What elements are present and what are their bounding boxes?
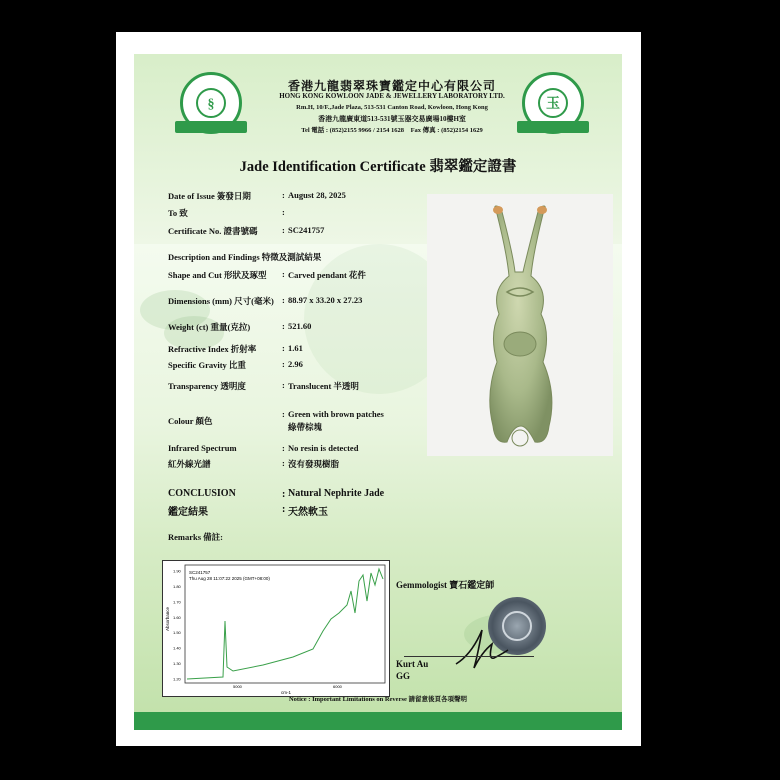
weight-value: 521.60 [288, 321, 312, 331]
lab-seal-logo-icon [180, 72, 242, 134]
colon: : [282, 409, 285, 419]
infrared-spectrum-chart [162, 560, 390, 697]
colon: : [282, 343, 285, 353]
jade-pendant-photo [427, 194, 613, 456]
lab-tel: Tel 電話 : (852)2155 9966 / 2154 1628 [301, 127, 405, 134]
date-value: August 28, 2025 [288, 190, 346, 200]
refractive-index-label: Refractive Index 折射率 [168, 344, 257, 354]
colon: : [282, 443, 285, 453]
spectrum-y-tick-label: 1.40 [173, 645, 181, 651]
colon: : [282, 225, 285, 235]
gemmologist-name: Kurt Au [396, 659, 429, 669]
to-label: To 致 [168, 208, 188, 218]
spectrum-svg [163, 561, 389, 696]
signature-scribble-icon [452, 624, 512, 674]
spectrum-y-tick-label: 1.30 [173, 661, 181, 667]
jade-pendant-carving-icon [427, 194, 613, 456]
spectrum-y-tick-label: 1.80 [173, 583, 181, 589]
dimensions-label: Dimensions (mm) 尺寸(毫米) [168, 296, 274, 306]
spectrum-y-tick-label: 1.90 [173, 568, 181, 574]
spectrum-x-tick-label: 5000 [233, 684, 242, 689]
certificate-number-value: SC241757 [288, 225, 325, 235]
lab-contact [262, 125, 522, 134]
conclusion-value-english: Natural Nephrite Jade [288, 488, 385, 499]
colon: : [282, 190, 285, 200]
specific-gravity-value: 2.96 [288, 359, 303, 369]
seal-ribbon-icon [175, 121, 247, 133]
colour-value-chinese: 綠帶棕塊 [288, 422, 323, 432]
seal-ribbon-icon [517, 121, 589, 133]
spectrum-header-line-2: Thu Aug 28 11:07:22 2025 (GMT+08:00) [189, 576, 270, 581]
spectrum-plot-frame [185, 565, 385, 683]
shape-value: Carved pendant 花件 [288, 270, 366, 280]
spectrum-y-tick-label: 1.20 [173, 676, 181, 682]
certificate-title: Jade Identification Certificate 翡翠鑑定證書 [239, 159, 517, 175]
spectrum-trace-line [187, 569, 383, 679]
colon: : [282, 504, 286, 515]
lab-name-chinese: 香港九龍翡翠珠寶鑑定中心有限公司 [287, 79, 496, 93]
date-label: Date of Issue 簽發日期 [168, 191, 251, 201]
infrared-value-chinese: 沒有發現樹脂 [288, 459, 340, 469]
lab-address-english: Rm.H, 10/F.,Jade Plaza, 513-531 Canton Road, Kowloon, Hong Kong [296, 104, 488, 111]
colon: : [282, 380, 285, 390]
lab-name-english: HONG KONG KOWLOON JADE & JEWELLERY LABORATORY LTD. [279, 92, 505, 100]
infrared-label-chinese: 紅外線光譜 [168, 459, 211, 469]
gemmologist-label: Gemmologist 寶石鑑定師 [396, 580, 495, 590]
lab-address-chinese: 香港九龍廣東道513-531號玉器交易廣場10樓H室 [318, 115, 466, 123]
weight-label: Weight (ct) 重量(克拉) [168, 322, 251, 332]
description-heading: Description and Findings 特徵及測試結果 [168, 252, 322, 262]
reverse-notice: Notice : Important Limitations on Reverse 請留意後頁各項聲明 [288, 696, 467, 703]
spectrum-y-tick-label: 1.50 [173, 630, 181, 636]
spectrum-y-tick-label: 1.60 [173, 614, 181, 620]
dimensions-value: 88.97 x 33.20 x 27.23 [288, 295, 363, 305]
refractive-index-value: 1.61 [288, 343, 303, 353]
spectrum-y-ticks [173, 569, 182, 682]
jade-seal-logo-icon [522, 72, 584, 134]
seal-emblem-icon: § [196, 88, 226, 118]
colon: : [282, 489, 286, 500]
spectrum-x-ticks [233, 684, 343, 689]
colon: : [282, 269, 285, 279]
colon: : [282, 207, 285, 217]
spectrum-x-tick-label: 6000 [333, 684, 342, 689]
specific-gravity-label: Specific Gravity 比重 [168, 360, 246, 370]
colon: : [282, 295, 285, 305]
signature-line [404, 656, 534, 657]
spectrum-x-axis-label: cm-1 [281, 690, 291, 695]
spectrum-y-axis-label: Absorbance [165, 606, 170, 631]
conclusion-label-english: CONCLUSION [168, 488, 236, 499]
lab-fax: Fax 傳真 : (852)2154 1629 [410, 127, 483, 134]
footer-bar [134, 712, 622, 730]
colon: : [282, 458, 285, 468]
colour-value-english: Green with brown patches [288, 409, 384, 419]
conclusion-label-chinese: 鑑定結果 [168, 507, 208, 518]
remarks-label: Remarks 備註: [168, 532, 224, 542]
conclusion-value-chinese: 天然軟玉 [288, 507, 328, 518]
infrared-label-english: Infrared Spectrum [168, 443, 237, 453]
gemmologist-title: GG [396, 671, 411, 681]
spectrum-header-line-1: SC241757 [189, 570, 211, 575]
certificate-number-label: Certificate No. 證書號碼 [168, 226, 258, 236]
transparency-label: Transparency 透明度 [168, 381, 246, 391]
shape-label: Shape and Cut 形狀及琢型 [168, 270, 267, 280]
spectrum-y-tick-label: 1.70 [173, 599, 181, 605]
colon: : [282, 321, 285, 331]
colour-label: Colour 顏色 [168, 416, 213, 426]
transparency-value: Translucent 半透明 [288, 381, 359, 391]
seal-jade-character: 玉 [538, 88, 568, 118]
colon: : [282, 359, 285, 369]
certificate [134, 54, 622, 730]
infrared-value-english: No resin is detected [288, 443, 359, 453]
